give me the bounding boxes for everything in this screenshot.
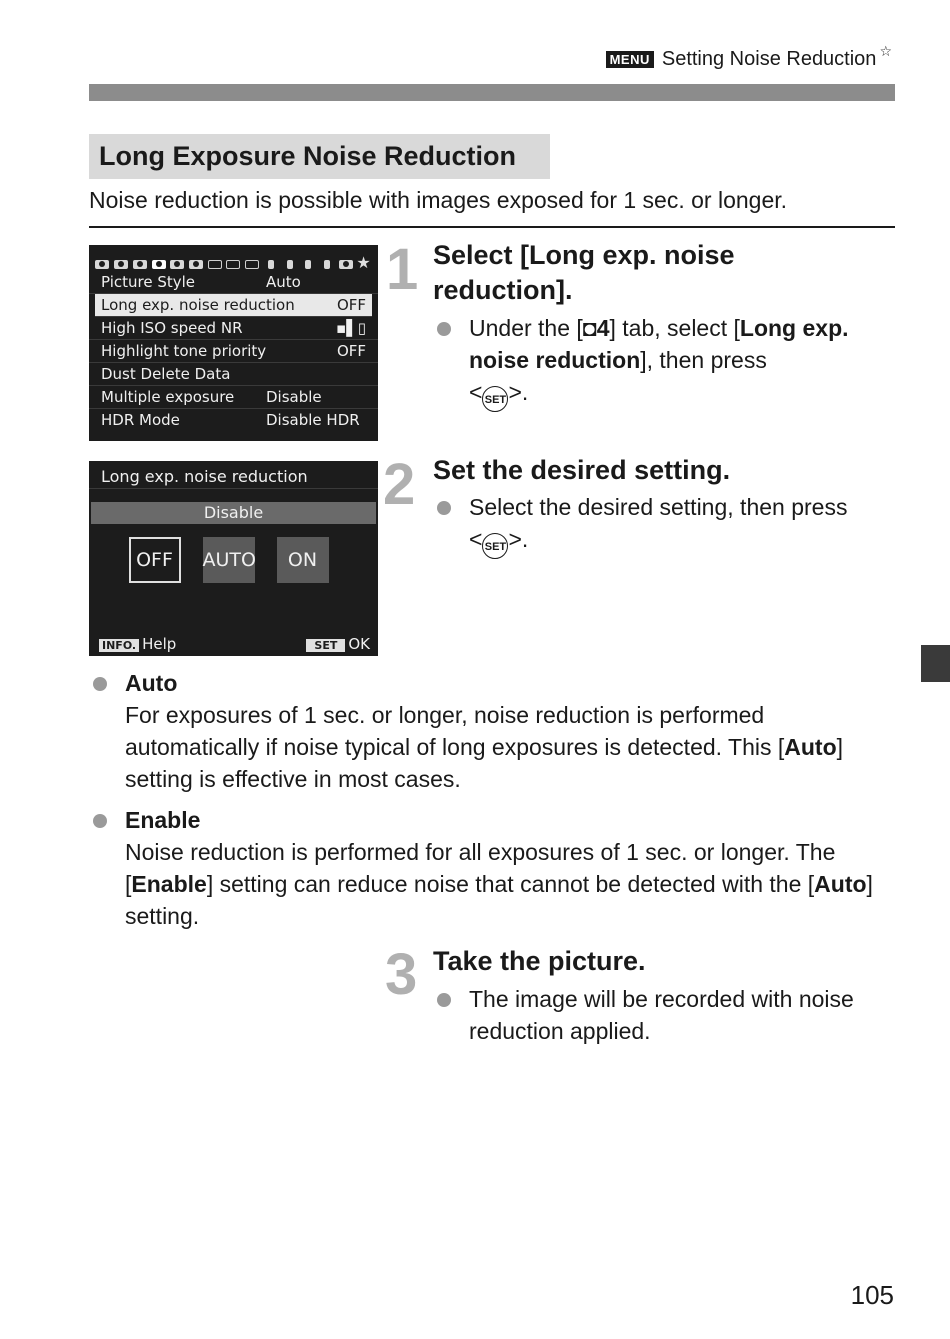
- section-intro: Noise reduction is possible with images exposed for 1 sec. or longer.: [89, 187, 788, 213]
- option-auto: AUTO: [203, 537, 255, 583]
- step-2-number: 2: [383, 452, 416, 517]
- setup-tab-icon: [263, 257, 279, 269]
- shoot-tab-icon: [113, 257, 129, 269]
- bullet-icon: [437, 322, 451, 336]
- help-hint: INFO. Help: [99, 635, 176, 653]
- step-3-bullet: The image will be recorded with noise reduction applied.: [469, 983, 894, 1047]
- setting-footer: [99, 635, 370, 653]
- setting-options: [79, 537, 378, 583]
- step-3-number: 3: [385, 942, 418, 1007]
- option-desc-enable: Enable Noise reduction is performed for all exposures of 1 sec. or longer. The [Enable] setting can reduce noise that cannot be detected with the [Auto] setting.: [125, 804, 895, 932]
- shoot-tab-icon: [169, 257, 185, 269]
- step-1-number: 1: [386, 237, 419, 302]
- setup-tab-icon: [300, 257, 316, 269]
- option-desc-auto: Auto For exposures of 1 sec. or longer, noise reduction is performed automatically if noise typical of long exposures is detected. This [Auto] setting is effective in most cases.: [125, 667, 895, 795]
- menu-row-hdr-mode: HDR Mode Disable HDR: [101, 411, 360, 429]
- section-title: Long Exposure Noise Reduction: [89, 134, 550, 179]
- section-rule: [89, 226, 895, 228]
- bullet-icon: [93, 814, 107, 828]
- camera-setting-screen: [89, 461, 378, 656]
- set-button-icon: SET: [482, 533, 508, 559]
- option-on: ON: [277, 537, 329, 583]
- chapter-side-tab: [921, 645, 950, 682]
- step-1-title: Select [Long exp. noise reduction].: [433, 240, 735, 305]
- option-desc-enable-name: Enable: [125, 807, 201, 833]
- playback-tab-icon: [207, 257, 223, 269]
- page-number: 105: [850, 1280, 894, 1310]
- setting-selected-value: Disable: [91, 502, 376, 524]
- info-button-icon: INFO.: [99, 639, 139, 652]
- playback-tab-icon: [244, 257, 260, 269]
- setting-title: Long exp. noise reduction: [89, 461, 378, 489]
- setup-tab-icon: [282, 257, 298, 269]
- setup-tab-icon: [319, 257, 335, 269]
- bullet-icon: [437, 501, 451, 515]
- camera-menu-screen: [89, 245, 378, 441]
- menu-badge: MENU: [606, 51, 654, 68]
- star-icon: ☆: [879, 43, 892, 59]
- header-title: Setting Noise Reduction: [661, 48, 877, 70]
- shoot-tab-4-icon: [151, 257, 167, 269]
- shoot-tab-icon: [94, 257, 110, 269]
- shoot-tab-icon: [132, 257, 148, 269]
- menu-row-multiple-exposure: Multiple exposure Disable: [89, 386, 378, 409]
- camera-tab-icon: ◘: [582, 315, 597, 341]
- menu-row-highlight-tone: Highlight tone priority OFF: [89, 340, 378, 363]
- step-1-bullet: Under the [◘4] tab, select [Long exp. noise reduction], then press < SET>.: [469, 312, 889, 412]
- ok-hint: SET OK: [306, 635, 370, 653]
- menu-row-picture-style: Picture Style Auto: [89, 271, 378, 294]
- step-3-title: Take the picture.: [433, 946, 646, 976]
- set-button-icon: SET: [482, 386, 508, 412]
- menu-row-dust-delete: Dust Delete Data: [89, 363, 378, 386]
- bullet-icon: [437, 993, 451, 1007]
- custom-tab-icon: [338, 257, 354, 269]
- set-button-icon: SET: [306, 639, 345, 652]
- step-2-title: Set the desired setting.: [433, 455, 731, 485]
- my-menu-star-icon: ★: [356, 253, 371, 272]
- option-desc-auto-name: Auto: [125, 670, 178, 696]
- menu-row-long-exp-nr: Long exp. noise reduction OFF: [95, 294, 372, 317]
- page-header: [606, 43, 892, 71]
- menu-row-high-iso-nr: High ISO speed NR ▪▌▯: [89, 317, 378, 340]
- playback-tab-icon: [225, 257, 241, 269]
- shoot-tab-icon: [188, 257, 204, 269]
- option-off: OFF: [129, 537, 181, 583]
- menu-tabs: [89, 245, 378, 271]
- bullet-icon: [93, 677, 107, 691]
- header-rule-bar: [89, 84, 895, 101]
- step-2-bullet: Select the desired setting, then press < SET>.: [469, 491, 899, 559]
